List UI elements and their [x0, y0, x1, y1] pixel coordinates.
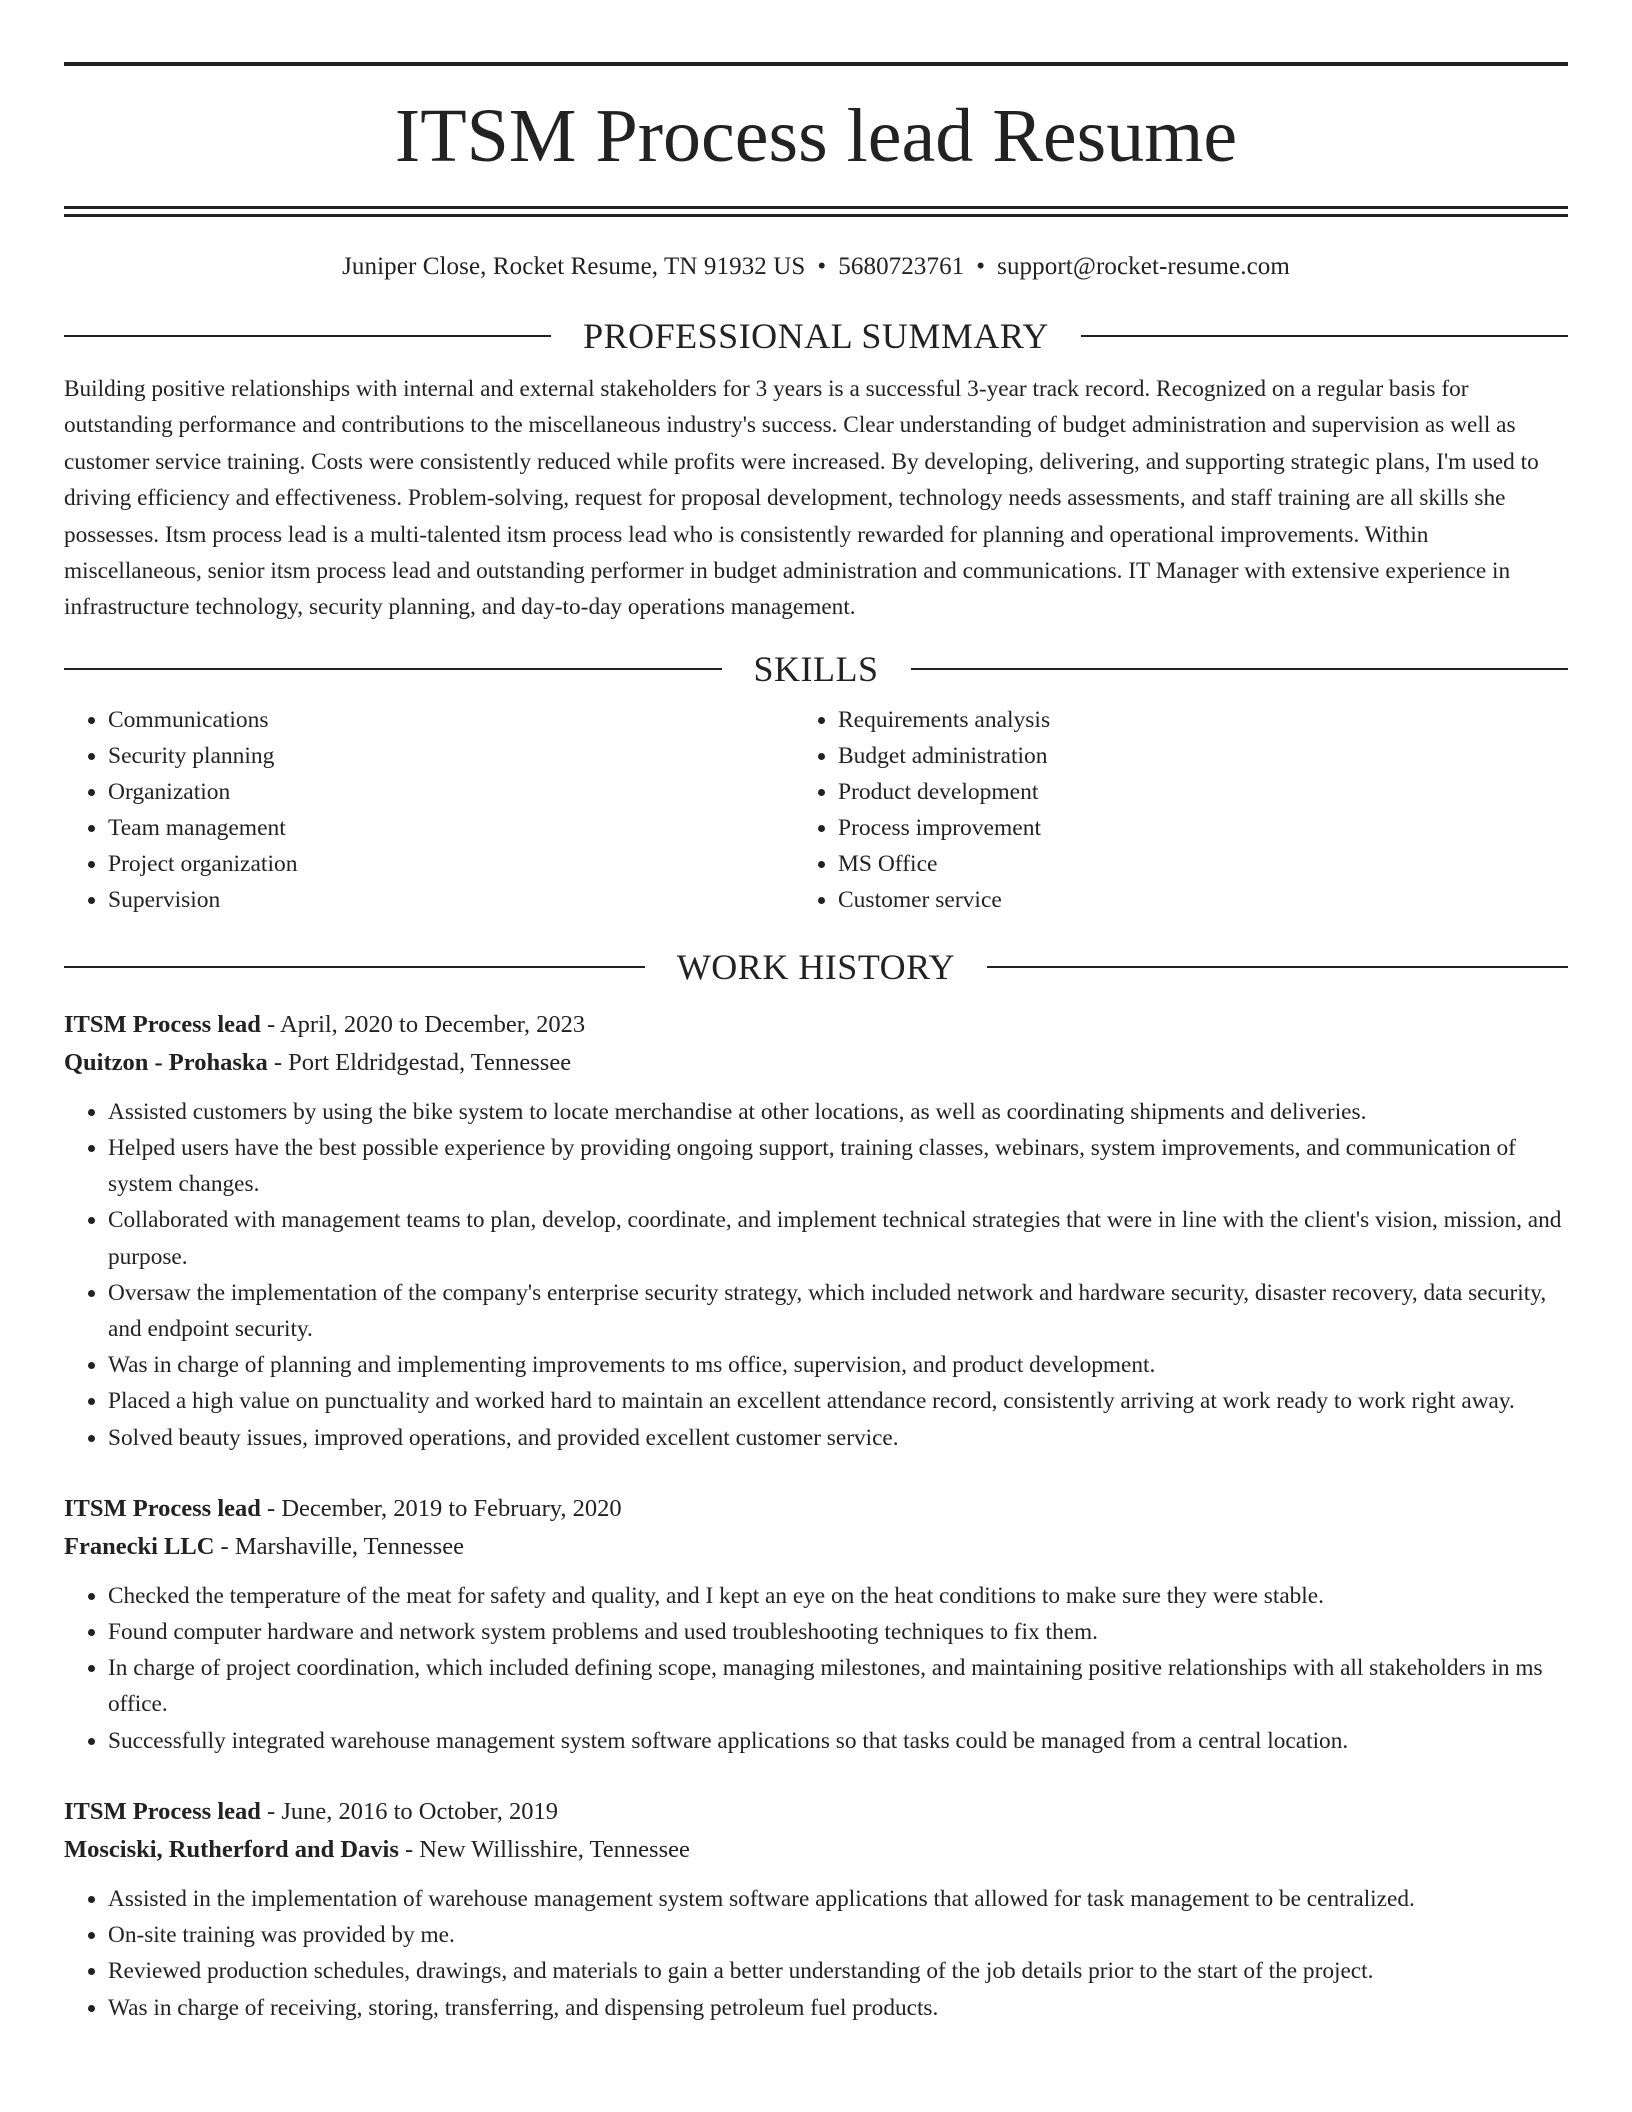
job-company: Quitzon - Prohaska: [64, 1048, 268, 1076]
job-title-line: [64, 1793, 1568, 1831]
job-bullet: • Solved beauty issues, improved operations, and provided excellent customer service.: [108, 1420, 1568, 1456]
job-bullet: • Collaborated with management teams to plan, develop, coordinate, and implement technical strategies that were in line with the client's vision, mission, and purpose.: [108, 1202, 1568, 1274]
heading-rule: [911, 668, 1569, 670]
job-bullet: • Reviewed production schedules, drawings, and materials to gain a better understanding of the job details prior to the start of the project.: [108, 1953, 1568, 1989]
job-dates: - April, 2020 to December, 2023: [260, 1010, 586, 1038]
job-company: Franecki LLC: [64, 1532, 215, 1560]
skill-item: • Communications: [108, 702, 838, 738]
job-entry: [64, 1793, 1568, 2026]
job-bullet: • Helped users have the best possible experience by providing ongoing support, training classes, webinars, system improvements, and communication of system changes.: [108, 1130, 1568, 1202]
job-bullet: • Found computer hardware and network system problems and used troubleshooting techniques to fix them.: [108, 1614, 1568, 1650]
summary-heading-text: PROFESSIONAL SUMMARY: [583, 316, 1049, 356]
job-title-line: [64, 1006, 1568, 1044]
page-title: ITSM Process lead Resume: [394, 94, 1238, 178]
heading-rule: [1081, 335, 1568, 337]
top-rule: [64, 62, 1568, 66]
contact-separator: •: [817, 253, 827, 280]
heading-rule: [64, 966, 645, 968]
job-bullets: [64, 1881, 1568, 2026]
skill-item: • Security planning: [108, 738, 838, 774]
skill-item: • Supervision: [108, 882, 838, 918]
skill-item: • Budget administration: [838, 738, 1568, 774]
summary-heading: [64, 315, 1568, 357]
summary-text: Building positive relationships with internal and external stakeholders for 3 years is a successful 3-year track record. Recognized on a regular basis for outstanding performance and contributions to the miscellaneous industry's success. Clear understanding of budget administration and supervision as well as customer service training. Costs were consistently reduced while profits were increased. By developing, delivering, and supporting strategic plans, I'm used to driving efficiency and effectiveness. Problem-solving, request for proposal development, technology needs assessments, and staff training are all skills she possesses. Itsm process lead is a multi-talented itsm process lead who is consistently rewarded for planning and operational improvements. Within miscellaneous, senior itsm process lead and outstanding performer in budget administration and communications. IT Manager with extensive experience in infrastructure technology, security planning, and day-to-day operations management.: [64, 376, 1539, 621]
job-bullet: • Assisted in the implementation of warehouse management system software applications that allowed for task management to be centralized.: [108, 1881, 1568, 1917]
skill-item: • MS Office: [838, 846, 1568, 882]
job-bullet: • On-site training was provided by me.: [108, 1917, 1568, 1953]
skills-heading-text: SKILLS: [753, 648, 879, 689]
job-bullet: • Placed a high value on punctuality and worked hard to maintain an excellent attendance record, consistently arriving at work ready to work right away.: [108, 1383, 1568, 1419]
job-bullet: • Successfully integrated warehouse management system software applications so that tasks could be managed from a central location.: [108, 1723, 1568, 1759]
job-company-line: [64, 1528, 1568, 1566]
job-bullet: • Oversaw the implementation of the company's enterprise security strategy, which included network and hardware security, disaster recovery, data security, and endpoint security.: [108, 1275, 1568, 1347]
skill-item: • Team management: [108, 810, 838, 846]
job-title: ITSM Process lead: [64, 1010, 261, 1038]
skills-columns: [64, 702, 1568, 918]
contact-phone: 5680723761: [838, 253, 965, 280]
double-rule: [64, 206, 1568, 217]
job-company-line: [64, 1831, 1568, 1869]
job-title: ITSM Process lead: [64, 1797, 261, 1825]
job-title: ITSM Process lead: [64, 1494, 261, 1522]
job-entry: [64, 1490, 1568, 1759]
job-bullets: [64, 1578, 1568, 1759]
heading-rule: [64, 335, 551, 337]
skill-item: • Project organization: [108, 846, 838, 882]
contact-address: Juniper Close, Rocket Resume, TN 91932 US: [342, 253, 806, 280]
job-bullet: • In charge of project coordination, which included defining scope, managing milestones, and maintaining positive relationships with all stakeholders in ms office.: [108, 1650, 1568, 1722]
skill-item: • Process improvement: [838, 810, 1568, 846]
skills-list-left: [64, 702, 838, 918]
resume-page: [64, 0, 1568, 2026]
heading-rule: [987, 966, 1568, 968]
contact-line: [64, 253, 1568, 281]
skills-heading: [64, 648, 1568, 690]
contact-separator: •: [976, 253, 986, 280]
job-dates: - June, 2016 to October, 2019: [260, 1797, 558, 1825]
job-bullet: • Checked the temperature of the meat for safety and quality, and I kept an eye on the heat conditions to make sure they were stable.: [108, 1578, 1568, 1614]
skills-list-right: [838, 702, 1568, 918]
heading-rule: [64, 668, 722, 670]
skill-item: • Product development: [838, 774, 1568, 810]
job-title-line: [64, 1490, 1568, 1528]
work-heading: [64, 946, 1568, 988]
skill-item: • Requirements analysis: [838, 702, 1568, 738]
job-location: - Marshaville, Tennessee: [214, 1532, 464, 1560]
skill-item: • Organization: [108, 774, 838, 810]
job-bullet: • Assisted customers by using the bike system to locate merchandise at other locations, as well as coordinating shipments and deliveries.: [108, 1094, 1568, 1130]
job-entry: [64, 1006, 1568, 1456]
job-dates: - December, 2019 to February, 2020: [260, 1494, 622, 1522]
job-bullet: • Was in charge of receiving, storing, transferring, and dispensing petroleum fuel products.: [108, 1990, 1568, 2026]
job-bullet: • Was in charge of planning and implementing improvements to ms office, supervision, and product development.: [108, 1347, 1568, 1383]
job-company-line: [64, 1044, 1568, 1082]
work-heading-text: WORK HISTORY: [676, 946, 956, 987]
job-company: Mosciski, Rutherford and Davis: [64, 1835, 399, 1863]
contact-email: support@rocket-resume.com: [997, 253, 1290, 280]
job-bullets: [64, 1094, 1568, 1456]
skill-item: • Customer service: [838, 882, 1568, 918]
job-location: - New Willisshire, Tennessee: [398, 1835, 690, 1863]
job-location: - Port Eldridgestad, Tennessee: [267, 1048, 572, 1076]
